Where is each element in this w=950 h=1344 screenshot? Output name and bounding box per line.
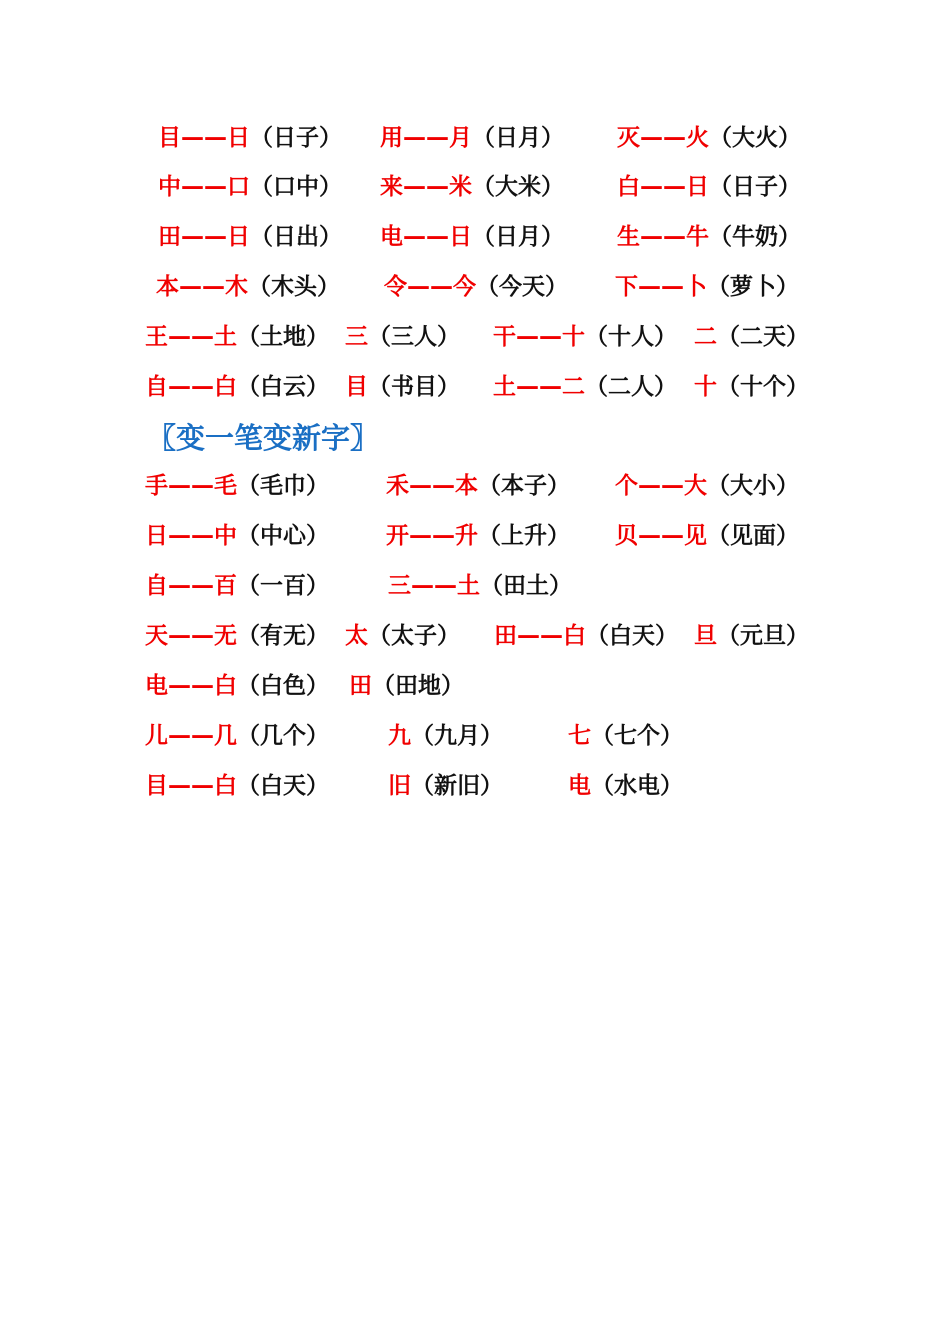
- char-pair: 田——日: [158, 224, 250, 250]
- word-example: （日月）: [472, 125, 564, 151]
- word-example: （见面）: [707, 523, 799, 549]
- word-example: （书目）: [368, 374, 460, 400]
- word-example: （日出）: [250, 224, 342, 250]
- word-row: [0, 317, 950, 357]
- word-example: （中心）: [237, 523, 329, 549]
- word-example: （二天）: [717, 324, 809, 350]
- word-example: （七个）: [591, 723, 683, 749]
- word-example: （田地）: [372, 673, 464, 699]
- char-single: 田: [349, 673, 372, 699]
- char-single: 旦: [694, 623, 717, 649]
- word-example: （几个）: [237, 723, 329, 749]
- word-example: （上升）: [478, 523, 570, 549]
- char-single: 二: [694, 324, 717, 350]
- char-pair: 贝——见: [615, 523, 707, 549]
- word-row: [0, 766, 950, 806]
- word-example: （土地）: [237, 324, 329, 350]
- word-example: （木头）: [248, 274, 340, 300]
- word-example: （九月）: [411, 723, 503, 749]
- char-pair: 令——今: [384, 274, 476, 300]
- char-single: 电: [568, 773, 591, 799]
- char-pair: 日——中: [145, 523, 237, 549]
- word-example: （牛奶）: [709, 224, 801, 250]
- word-row: [0, 666, 950, 706]
- word-example: （有无）: [237, 623, 329, 649]
- word-example: （白天）: [237, 773, 329, 799]
- char-pair: 儿——几: [145, 723, 237, 749]
- char-pair: 中——口: [158, 174, 250, 200]
- section-heading: 〖变一笔变新字〗: [147, 421, 380, 455]
- char-single: 旧: [388, 773, 411, 799]
- char-pair: 自——白: [145, 374, 237, 400]
- word-example: （白云）: [237, 374, 329, 400]
- char-pair: 干——十: [493, 324, 585, 350]
- word-example: （日子）: [709, 174, 801, 200]
- char-pair: 电——白: [145, 673, 237, 699]
- word-example: （白天）: [586, 623, 678, 649]
- word-example: （田土）: [480, 573, 572, 599]
- word-row: [0, 466, 950, 506]
- word-example: （大小）: [707, 473, 799, 499]
- word-example: （十人）: [585, 324, 677, 350]
- word-example: （日子）: [250, 125, 342, 151]
- char-single: 三: [345, 324, 368, 350]
- char-pair: 来——米: [380, 174, 472, 200]
- word-example: （十个）: [717, 374, 809, 400]
- word-example: （元旦）: [717, 623, 809, 649]
- word-example: （二人）: [585, 374, 677, 400]
- char-pair: 天——无: [145, 623, 237, 649]
- char-pair: 本——木: [156, 274, 248, 300]
- char-pair: 生——牛: [617, 224, 709, 250]
- char-pair: 目——白: [145, 773, 237, 799]
- char-pair: 三——土: [388, 573, 480, 599]
- char-pair: 个——大: [615, 473, 707, 499]
- word-example: （水电）: [591, 773, 683, 799]
- word-example: （白色）: [237, 673, 329, 699]
- word-example: （一百）: [237, 573, 329, 599]
- word-row: [0, 516, 950, 556]
- word-example: （大火）: [709, 125, 801, 151]
- char-single: 目: [345, 374, 368, 400]
- char-pair: 田——白: [494, 623, 586, 649]
- char-pair: 下——卜: [615, 274, 707, 300]
- word-row: [0, 167, 950, 207]
- char-pair: 灭——火: [617, 125, 709, 151]
- word-row: [0, 566, 950, 606]
- word-row: [0, 267, 950, 307]
- char-pair: 电——日: [380, 224, 472, 250]
- word-row: [0, 217, 950, 257]
- char-pair: 开——升: [386, 523, 478, 549]
- char-pair: 白——日: [617, 174, 709, 200]
- word-example: （大米）: [472, 174, 564, 200]
- char-pair: 禾——本: [386, 473, 478, 499]
- char-pair: 土——二: [493, 374, 585, 400]
- char-single: 太: [345, 623, 368, 649]
- char-pair: 王——土: [145, 324, 237, 350]
- word-example: （日月）: [472, 224, 564, 250]
- word-example: （三人）: [368, 324, 460, 350]
- word-example: （萝卜）: [707, 274, 799, 300]
- word-row: [0, 616, 950, 656]
- word-row: [0, 118, 950, 158]
- word-row: [0, 716, 950, 756]
- word-example: （本子）: [478, 473, 570, 499]
- word-example: （口中）: [250, 174, 342, 200]
- char-single: 九: [388, 723, 411, 749]
- char-pair: 手——毛: [145, 473, 237, 499]
- char-single: 十: [694, 374, 717, 400]
- char-pair: 用——月: [380, 125, 472, 151]
- word-example: （今天）: [476, 274, 568, 300]
- word-example: （新旧）: [411, 773, 503, 799]
- char-single: 七: [568, 723, 591, 749]
- word-row: [0, 367, 950, 407]
- word-example: （毛巾）: [237, 473, 329, 499]
- char-pair: 自——百: [145, 573, 237, 599]
- char-pair: 目——日: [158, 125, 250, 151]
- word-example: （太子）: [368, 623, 460, 649]
